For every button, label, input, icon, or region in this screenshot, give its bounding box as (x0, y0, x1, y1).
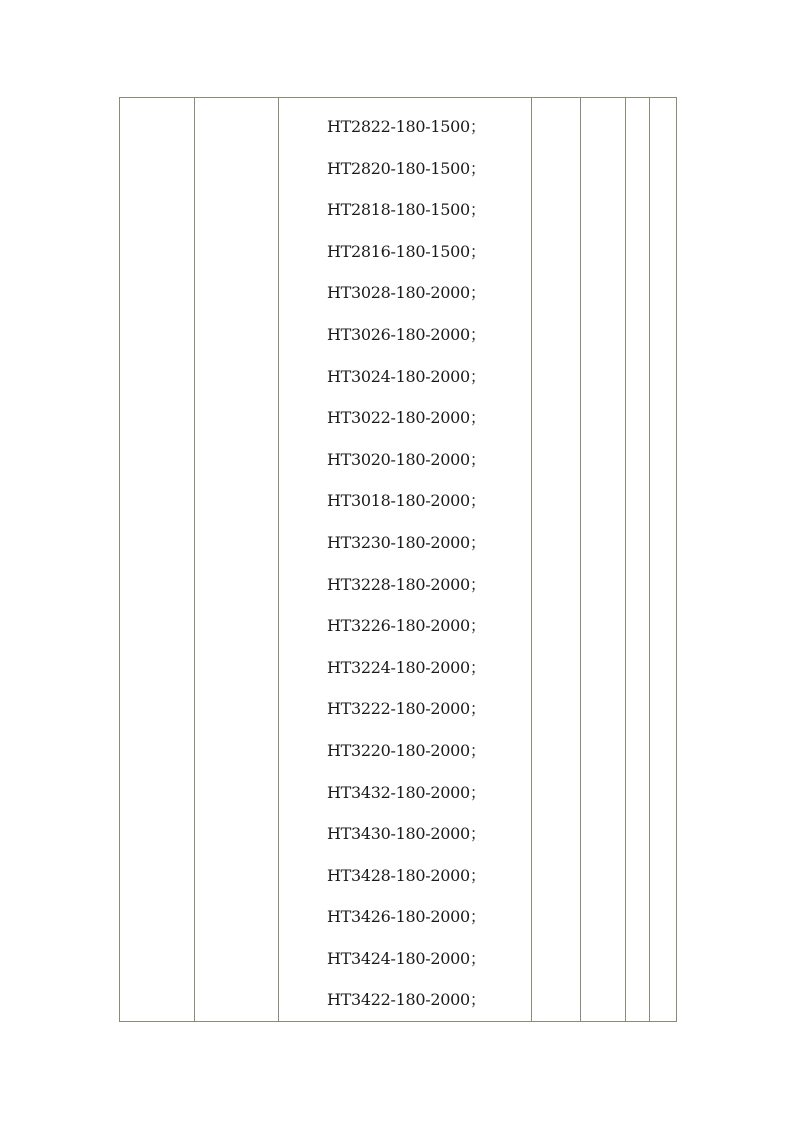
empty-cell-5 (581, 98, 626, 1022)
model-item: HT3424-180-2000； (327, 948, 486, 968)
model-list-cell (279, 98, 532, 1022)
model-item: HT3432-180-2000； (327, 782, 486, 802)
model-item: HT3226-180-2000； (327, 616, 486, 636)
model-item: HT3018-180-2000； (327, 491, 486, 511)
empty-cell-6 (626, 98, 650, 1022)
model-item: HT3426-180-2000； (327, 907, 486, 927)
model-item: HT3022-180-2000； (327, 408, 486, 428)
model-item: HT3228-180-2000； (327, 574, 486, 594)
model-item: HT3422-180-2000； (327, 990, 486, 1010)
model-item: HT3224-180-2000； (327, 657, 486, 677)
model-item: HT3020-180-2000； (327, 449, 486, 469)
model-item: HT2820-180-1500； (327, 158, 486, 178)
model-item: HT2818-180-1500； (327, 200, 486, 220)
empty-cell-4 (532, 98, 581, 1022)
model-list (279, 98, 531, 1021)
model-item: HT3230-180-2000； (327, 532, 486, 552)
model-item: HT3026-180-2000； (327, 324, 486, 344)
model-item: HT3028-180-2000； (327, 283, 486, 303)
model-item: HT2822-180-1500； (327, 117, 486, 136)
empty-cell-2 (195, 98, 279, 1022)
model-item: HT3222-180-2000； (327, 699, 486, 719)
model-item: HT3220-180-2000； (327, 740, 486, 760)
empty-cell-7 (650, 98, 677, 1022)
empty-cell-1 (120, 98, 195, 1022)
model-item: HT3430-180-2000； (327, 824, 486, 844)
model-item: HT3428-180-2000； (327, 865, 486, 885)
model-item: HT2816-180-1500； (327, 241, 486, 261)
table-row (120, 98, 677, 1022)
model-item: HT3024-180-2000； (327, 366, 486, 386)
spec-table (119, 97, 677, 1022)
